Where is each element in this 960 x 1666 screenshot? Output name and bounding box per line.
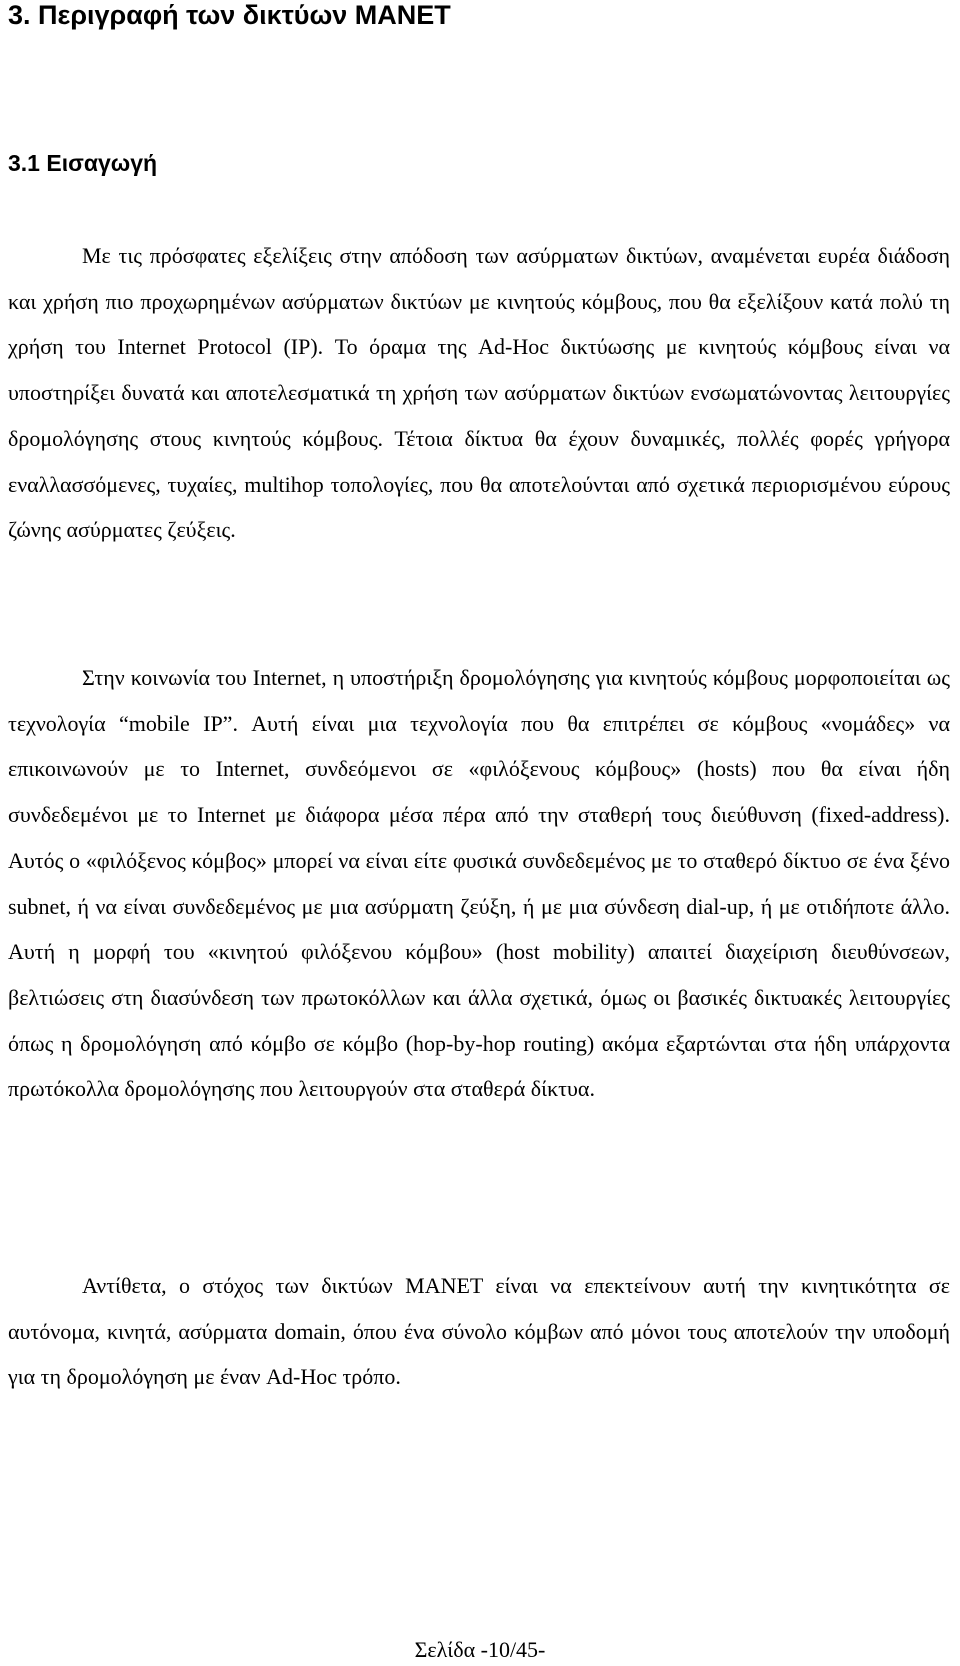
body-paragraph: Αντίθετα, ο στόχος των δικτύων MANET είναι να επεκτείνουν αυτή την κινητικότητα σε αυτόνομα, κινητά, ασύρματα domain, όπου ένα σύνολο κόμβων από μόνοι τους αποτελούν την υποδομή για τη δρομολόγηση με έναν Ad-Hoc τρόπο. [8,1273,950,1390]
body-paragraph: Με τις πρόσφατες εξελίξεις στην απόδοση των ασύρματων δικτύων, αναμένεται ευρέα διάδοση και χρήση πιο προχωρημένων ασύρματων δικτύων με κινητούς κόμβους, που θα εξελίξουν κατά πολύ τη χρήση του Internet Protocol (IP). Το όραμα της Ad-Hoc δικτύωσης με κινητούς κόμβους είναι να υποστηρίξει δυνατά και αποτελεσματικά τη χρήση των ασύρματων δικτύων ενσωματώνοντας λειτουργίες δρομολόγησης στους κινητούς κόμβους. Τέτοια δίκτυα θα έχουν δυναμικές, πολλές φορές γρήγορα εναλλασσόμενες, τυχαίες, multihop τοπολογίες, που θα αποτελούνται από σχετικά περιορισμένου εύρους ζώνης ασύρματες ζεύξεις. [8,243,950,543]
chapter-title: 3. Περιγραφή των δικτύων MANET [8,0,451,30]
body-paragraph: Στην κοινωνία του Internet, η υποστήριξη δρομολόγησης για κινητούς κόμβους μορφοποιείται ως τεχνολογία “mobile IP”. Αυτή είναι μια τεχνολογία που θα επιτρέπει σε κόμβους «νομάδες» να επικοινωνούν με το Internet, συνδεόμενοι σε «φιλόξενους κόμβους» (hosts) που θα είναι ήδη συνδεδεμένοι με το Internet με διάφορα μέσα πέρα από την σταθερή τους διεύθυνση (fixed-address). Αυτός ο «φιλόξενος κόμβος» μπορεί να είναι είτε φυσικά συνδεδεμένος με το σταθερό δίκτυο σε ένα ξένο subnet, ή να είναι συνδεδεμένος με μια ασύρματη ζεύξη, ή με μια σύνδεση dial-up, ή με οτιδήποτε άλλο. Αυτή η μορφή του «κινητού φιλόξενου κόμβου» (host mobility) απαιτεί διαχείριση διευθύνσεων, βελτιώσεις στη διασύνδεση των πρωτοκόλλων και άλλα σχετικά, όμως οι βασικές δικτυακές λειτουργίες όπως η δρομολόγηση από κόμβο σε κόμβο (hop-by-hop routing) ακόμα εξαρτώνται στα ήδη υπάρχοντα πρωτόκολλα δρομολόγησης που λειτουργούν στα σταθερά δίκτυα. [8,665,950,1102]
section-title: 3.1 Εισαγωγή [8,150,158,176]
page-number-footer: Σελίδα -10/45- [414,1637,546,1662]
